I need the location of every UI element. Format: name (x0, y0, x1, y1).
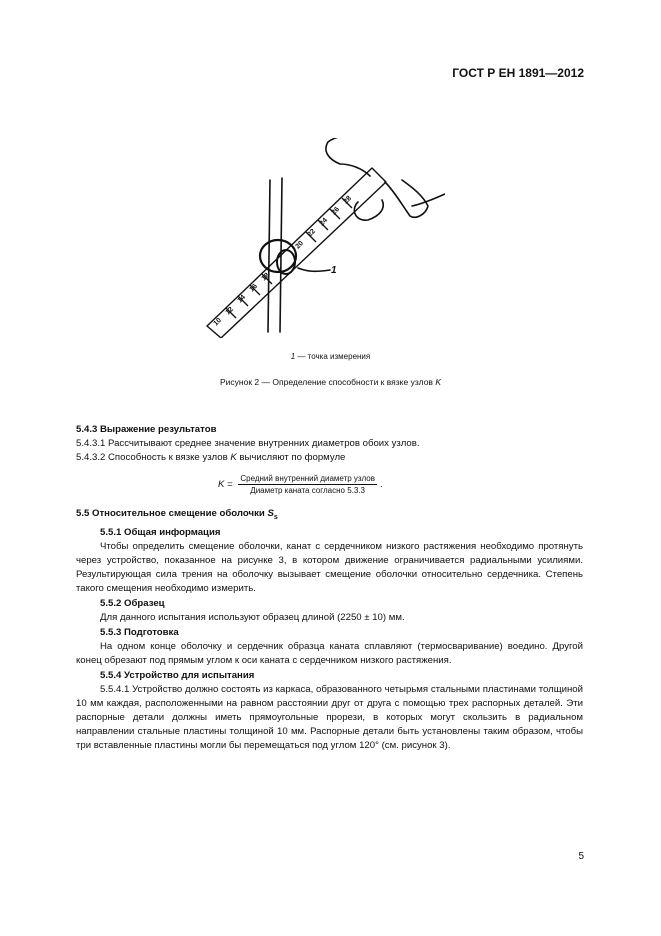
formula-fraction (238, 474, 377, 495)
document-header: ГОСТ Р ЕН 1891—2012 (452, 66, 584, 80)
section-551-title: 5.5.1 Общая информация (100, 527, 221, 538)
legend-number: 1 (290, 352, 296, 361)
scale-mark: 22 (306, 227, 317, 239)
scale-mark: 16 (248, 282, 259, 294)
vertical-rope (268, 178, 282, 332)
para-5432-pre: 5.4.3.2 Способность к вязке узлов (76, 452, 231, 463)
figure-callout: 1 (331, 265, 337, 276)
legend-text: — точка измерения (295, 352, 371, 361)
knot-formula (218, 474, 383, 495)
section-55-title-text: 5.5 Относительное смещение оболочки (76, 508, 268, 519)
scale-mark: 12 (224, 305, 235, 317)
caption-variable: K (435, 377, 441, 387)
section-55-sub: s (273, 513, 278, 521)
section-55-title (76, 507, 583, 525)
scale-mark: 28 (342, 194, 353, 206)
para-5432-var: K (230, 452, 237, 463)
para-5432 (76, 451, 583, 465)
section-543-title: 5.4.3 Выражение результатов (76, 424, 217, 435)
formula-numerator: Средний внутренний диаметр узлов (240, 474, 375, 483)
scale-mark: 18 (260, 271, 271, 283)
formula-eq: = (224, 479, 236, 490)
section-553-title: 5.5.3 Подготовка (100, 627, 179, 638)
scale-mark: 10 (212, 316, 223, 328)
para-552: Для данного испытания используют образец длиной (2250 ± 10) мм. (100, 612, 405, 623)
para-5541: 5.5.4.1 Устройство должно состоять из каркаса, образованного четырьмя стальными пластинами толщиной 10 мм каждая, расположенными на равном расстоянии друг от друга с помощью трех распорных деталей. Эти распорные детали должны иметь прямоугольные прорези, в которых могут скользить в радиальном направлении стальные пластины толщиной 10 мм. Распорные детали быть установлены таким образом, чтобы три вставленные пластины могли бы перемещаться под углом 120° (см. рисунок 3). (76, 684, 583, 751)
para-553: На одном конце оболочку и сердечник образца каната сплавляют (термосваривание) воедино. Другой конец обрезают под прямым углом к оси каната с сердечником низкого растяжения. (76, 641, 583, 666)
section-552-title: 5.5.2 Образец (100, 598, 165, 609)
scale-mark: 26 (330, 205, 341, 217)
formula-lhs: K (218, 479, 225, 490)
caption-text: Рисунок 2 — Определение способности к вязке узлов (220, 377, 436, 387)
scale-mark: 20 (294, 239, 305, 251)
formula-denominator: Диаметр каната согласно 5.3.3 (250, 486, 365, 495)
figure-legend (0, 352, 661, 361)
figure-caption (0, 377, 661, 387)
formula-tail: . (379, 479, 383, 490)
page-number: 5 (578, 851, 584, 862)
section-55-var: S (267, 508, 274, 519)
para-5431: 5.4.3.1 Рассчитывают среднее значение внутренних диаметров обоих узлов. (76, 438, 420, 449)
scale-mark: 24 (318, 216, 329, 228)
para-5432-post: вычисляют по формуле (236, 452, 346, 463)
knot-figure (190, 138, 445, 338)
scale-mark: 14 (236, 293, 247, 305)
para-551: Чтобы определить смещение оболочки, канат с сердечником низкого растяжения необходимо протянуть через устройство, показанное на рисунке 3, в котором движение ограничивается радиальными усилиями. Результирующая сила трения на оболочку вызывает смещение оболочки относительно сердечника. Степень такого смещения необходимо измерить. (76, 541, 583, 594)
hand (326, 138, 445, 220)
section-554-title: 5.5.4 Устройство для испытания (100, 670, 255, 681)
